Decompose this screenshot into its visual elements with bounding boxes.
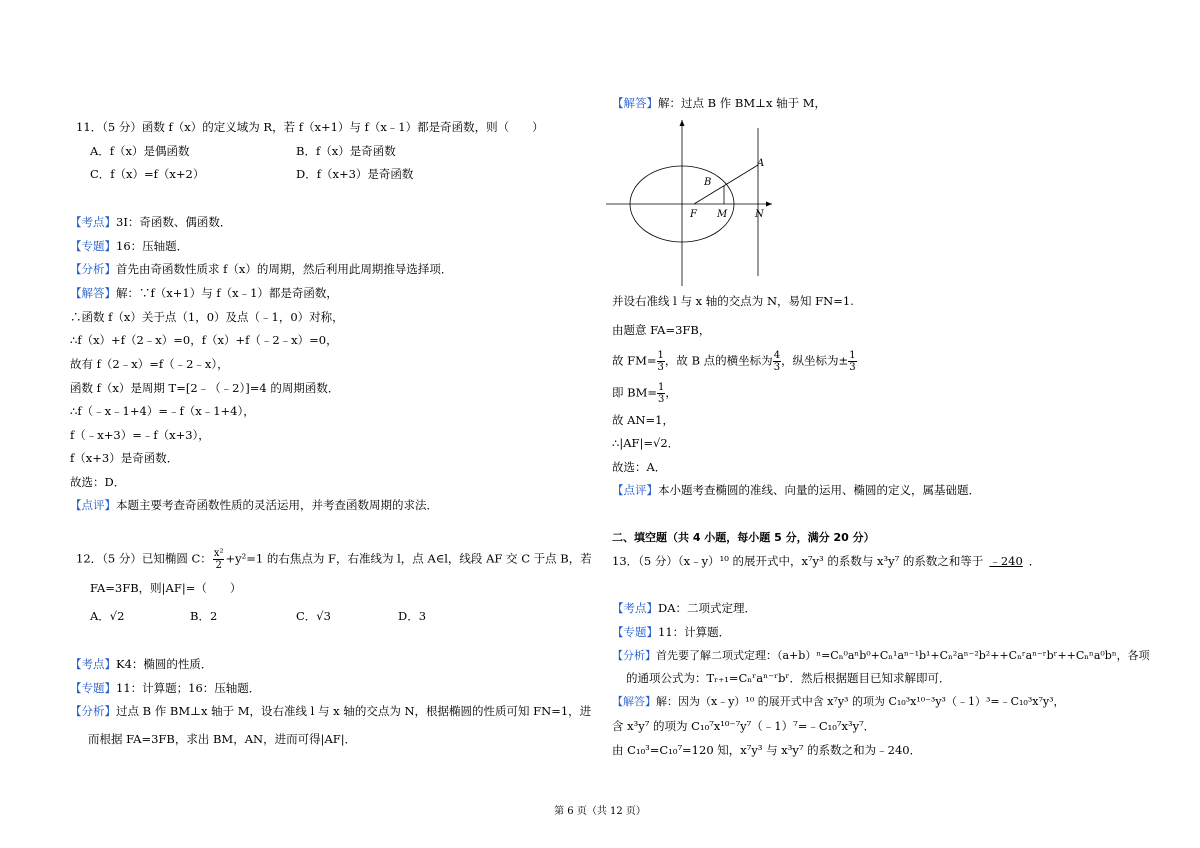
q12-step-fm: 故 FM= $\frac{1}{3}$ ，故 B 点的横坐标为 $\frac{4}{3}$ ，纵坐标为± $\frac{1}{3}$ bbox=[612, 350, 856, 373]
q11-step: 故有 f（2﹣x）=f（﹣2﹣x）， bbox=[70, 357, 229, 371]
q12-kaodian: 【考点】K4：椭圆的性质． bbox=[70, 657, 213, 671]
q12-option-c: C．√3 bbox=[296, 609, 331, 623]
label-b: B bbox=[704, 177, 712, 188]
y-axis bbox=[680, 120, 685, 286]
q12-dianping: 【点评】本小题考查椭圆的准线、向量的运用、椭圆的定义，属基础题． bbox=[612, 483, 980, 497]
q13-kaodian: 【考点】DA：二项式定理． bbox=[612, 601, 757, 615]
q12-option-a: A．√2 bbox=[90, 609, 125, 623]
q12-jieda: 【解答】解：过点 B 作 BM⊥x 轴于 M， bbox=[612, 96, 827, 110]
q11-step: f（x+3）是奇函数． bbox=[70, 451, 179, 465]
question-12-stem: 12．（5 分）已知椭圆 C： $\frac{\text{x²}}{2}$ +y²=1 的右焦点为 F，右准线为 l，点 A∈l，线段 AF 交 C 于点 B，若 bbox=[76, 548, 592, 571]
q12-zhuanti: 【专题】11：计算题；16：压轴题． bbox=[70, 681, 261, 695]
q11-kaodian: 【考点】3I：奇函数、偶函数． bbox=[70, 215, 232, 229]
x-axis bbox=[606, 202, 772, 207]
ellipse-frac-denominator: 2 bbox=[215, 560, 222, 571]
question-11-stem: 11．（5 分）函数 f（x）的定义域为 R，若 f（x+1）与 f（x﹣1）都是奇函数，则（ ） bbox=[76, 120, 544, 134]
q13-step: 由 C₁₀³=C₁₀⁷=120 知，x⁷y³ 与 x³y⁷ 的系数之和为﹣240． bbox=[612, 743, 922, 757]
q12-step: ∴|AF|=√2． bbox=[612, 436, 680, 450]
section-title: 二、填空题（共 4 小题，每小题 5 分，满分 20 分） bbox=[612, 531, 875, 544]
q11-zhuanti: 【专题】16：压轴题． bbox=[70, 239, 189, 253]
q12-step: 故 AN=1， bbox=[612, 413, 674, 427]
q11-option-b: B．f（x）是奇函数 bbox=[296, 144, 396, 158]
q13-fenxi-cont: 的通项公式为：Tᵣ₊₁=Cₙʳaⁿ⁻ʳbʳ．然后根据题目已知求解即可． bbox=[626, 671, 951, 685]
q13-step: 含 x³y⁷ 的项为 C₁₀⁷x¹⁰⁻⁷y⁷（﹣1）⁷=﹣C₁₀⁷x³y⁷． bbox=[612, 719, 876, 733]
ellipse-frac-numerator: x² bbox=[213, 548, 224, 559]
q11-dianping: 【点评】本题主要考查奇函数性质的灵活运用，并考查函数周期的求法． bbox=[70, 498, 438, 512]
q13-zhuanti: 【专题】11：计算题． bbox=[612, 625, 731, 639]
q11-option-d: D．f（x+3）是奇函数 bbox=[296, 167, 414, 181]
q12-step: 由题意 FA=3FB， bbox=[612, 323, 711, 337]
label-a: A bbox=[757, 158, 765, 169]
q13-answer-blank: ﹣240 bbox=[989, 554, 1023, 568]
label-m: M bbox=[717, 209, 728, 220]
q12-fenxi: 【分析】过点 B 作 BM⊥x 轴于 M，设右准线 l 与 x 轴的交点为 N，根据椭圆的性质可知 FN=1，进 bbox=[70, 704, 592, 718]
q11-step: f（﹣x+3）=﹣f（x+3）， bbox=[70, 428, 210, 442]
q12-step-bm: 即 BM= $\frac{1}{3}$ ， bbox=[612, 382, 677, 405]
q12-option-d: D．3 bbox=[398, 609, 427, 623]
q12-step: 并设右准线 l 与 x 轴的交点为 N，易知 FN=1. bbox=[612, 294, 854, 308]
label-n: N bbox=[755, 209, 764, 220]
q12-option-b: B．2 bbox=[190, 609, 218, 623]
q11-jieda: 【解答】解：∵f（x+1）与 f（x﹣1）都是奇函数， bbox=[70, 286, 338, 300]
q11-option-c: C．f（x）=f（x+2） bbox=[90, 167, 205, 181]
q11-answer: 故选：D． bbox=[70, 475, 126, 489]
q12-vector-condition: FA=3FB，则|AF|=（ ） bbox=[90, 581, 242, 595]
question-13-stem: 13．（5 分）（x﹣y）¹⁰ 的展开式中，x⁷y³ 的系数与 x³y⁷ 的系数之和等于 ﹣240 ． bbox=[612, 554, 1041, 568]
ellipse-figure bbox=[606, 118, 774, 288]
q11-fenxi: 【分析】首先由奇函数性质求 f（x）的周期，然后利用此周期推导选择项． bbox=[70, 262, 453, 276]
q11-step: ∴f（﹣x﹣1+4）=﹣f（x﹣1+4）， bbox=[70, 404, 255, 418]
q11-step: ∴函数 f（x）关于点（1，0）及点（﹣1，0）对称， bbox=[70, 310, 344, 324]
page-footer: 第 6 页（共 12 页） bbox=[554, 806, 646, 817]
q11-step: ∴f（x）+f（2﹣x）=0，f（x）+f（﹣2﹣x）=0， bbox=[70, 333, 338, 347]
q13-jieda: 【解答】解：因为（x﹣y）¹⁰ 的展开式中含 x⁷y³ 的项为 C₁₀³x¹⁰⁻³y³（﹣1）³=﹣C₁₀³x⁷y³， bbox=[612, 695, 1065, 708]
label-f: F bbox=[690, 209, 697, 220]
q12-fenxi-cont: 而根据 FA=3FB，求出 BM，AN，进而可得|AF|． bbox=[88, 732, 357, 746]
q11-option-a: A．f（x）是偶函数 bbox=[90, 144, 190, 158]
q12-answer: 故选：A． bbox=[612, 460, 667, 474]
q11-step: 函数 f（x）是周期 T=[2﹣（﹣2）]=4 的周期函数． bbox=[70, 381, 340, 395]
q13-fenxi: 【分析】首先要了解二项式定理：（a+b）ⁿ=Cₙ⁰aⁿb⁰+Cₙ¹aⁿ⁻¹b¹+Cₙ²aⁿ⁻²b²++Cₙʳaⁿ⁻ʳbʳ++Cₙⁿa⁰bⁿ，各项 bbox=[612, 649, 1150, 662]
